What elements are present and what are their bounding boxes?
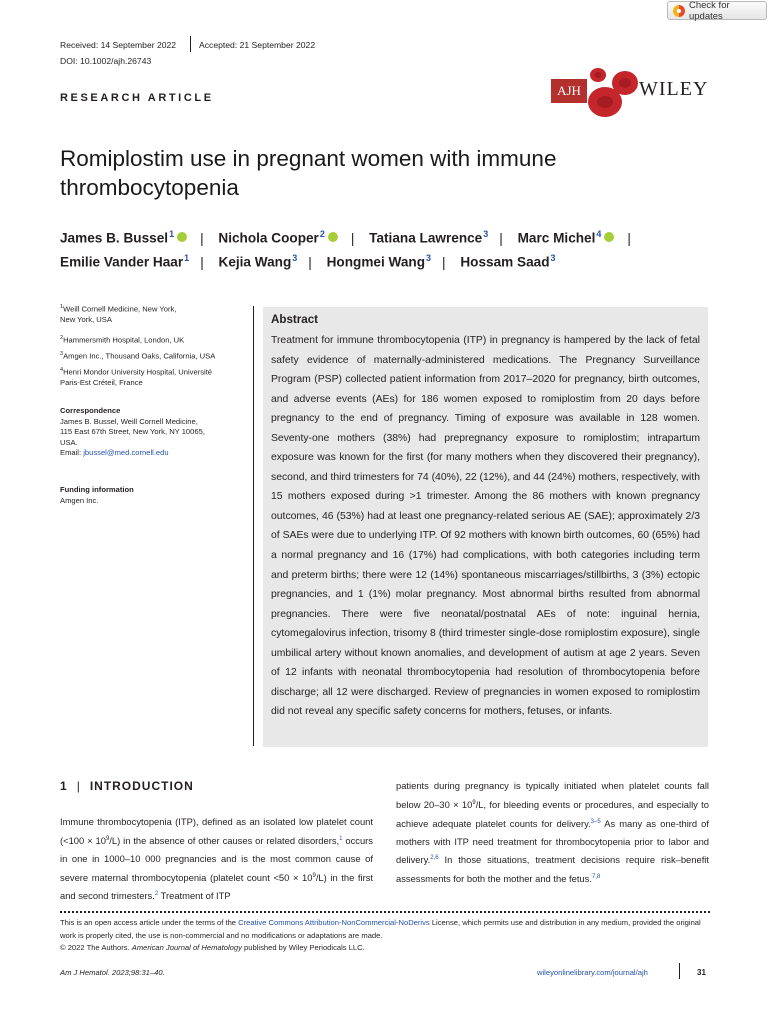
author-affiliation: 2 [319,229,325,239]
author-affiliation: 3 [292,253,298,263]
footer-citation: Am J Hematol. 2023;98:31–40. [60,968,165,977]
citation-link[interactable]: 1 [339,835,343,842]
orcid-icon[interactable] [328,232,338,242]
article-title [60,144,640,202]
sidebar-divider [253,306,254,746]
license-link[interactable]: Creative Commons Attribution-NonCommercial-NoDerivs [238,918,430,927]
funding-text: Amgen Inc. [60,495,99,505]
intro-column-right: patients during pregnancy is typically initiated when platelet counts fall below $20-30 \times 10^9/L$, for bleeding events or procedures, and especially to achieve adequate platelet counts for delivery.$^{3-5}$ As many as one-third of mothers with ITP need treatment for thrombocytopenia prior to labor and delivery.$^{2,6}$ In those situations, treatment decisions require risk–benefit assessments for both the mother and the fetus.$^{7,8}$ [396,780,709,885]
footer-divider [679,963,680,979]
check-updates-icon [673,5,685,17]
author-affiliation: 3 [550,253,556,263]
author-affiliation: 3 [426,253,432,263]
author-name[interactable]: Hossam Saad [460,254,550,270]
title-line-2: thrombocytopenia [60,175,239,200]
correspondence: Correspondence James B. Bussel, Weill Cornell Medicine, 115 East 67th Street, New York, NY 10065, USA. Email: jbussel@med.cornell.edu [60,406,250,459]
journal-logo: AJH [551,79,587,103]
author-affiliation: 1 [184,253,190,263]
author-line-2: Emilie Vander Haar$^1$ | Kejia Wang$^3$ | Hongmei Wang$^3$ | Hossam Saad$^3$ [60,253,556,270]
author-affiliation: 4 [596,229,602,239]
license-divider [60,911,710,913]
publisher-logo: WILEY [639,78,709,100]
author-affiliation: 1 [169,229,175,239]
orcid-icon[interactable] [604,232,614,242]
article-type: RESEARCH ARTICLE [60,92,214,104]
author-name[interactable]: Hongmei Wang [326,254,426,270]
author-name[interactable]: Kejia Wang [218,254,292,270]
correspondence-heading: Correspondence [60,406,121,415]
author-name[interactable]: James B. Bussel [60,230,169,246]
funding-heading: Funding information [60,485,134,494]
accepted-date: Accepted: 21 September 2022 [199,40,316,50]
intro-column-left: Immune thrombocytopenia (ITP), defined as an isolated low platelet count $(<100 \times 10^9/L)$ in the absence of other causes or related disorders,$^1$ occurs in one in 1000–10 000 pregnancies and is the most common cause of severe maternal thrombocytopenia (platelet count $<50 \times 10^9/L$) in the first and second trimesters.$^2$ Treatment of ITP [60,816,373,902]
citation-link[interactable]: 2 [154,891,159,898]
affiliation-1: $^1$Weill Cornell Medicine, New York, New York, USA [60,304,177,325]
check-for-updates-label: Check for updates [688,0,730,22]
license-text: This is an open access article under the terms of the Creative Commons Attribution-NonCommercial-NoDerivs License, which permits use and distribution in any medium, provided the original work is properly cited, the use is non-commercial and no modifications or adaptations are made. © 2022 The Authors. American Journal of Hematology published by Wiley Periodicals LLC. [60,918,701,953]
author-name[interactable]: Tatiana Lawrence [369,230,483,246]
author-name[interactable]: Marc Michel [517,230,596,246]
email-link[interactable]: jbussel@med.cornell.edu [83,448,169,458]
funding-info [60,485,250,506]
citation-link[interactable]: 2,6 [430,855,439,862]
abstract-text: Treatment for immune thrombocytopenia (ITP) in pregnancy is hampered by the lack of fetal safety evidence of maternally-administered medications. The Pregnancy Surveillance Program (PSP) collected patient information from 2017–2020 for pregnancy, birth outcomes, and adverse events (AEs) for 186 women exposed to romiplostim from 20 days before pregnancy to the end of pregnancy. Timing of exposure was available in 128 women. Seventy-one mothers (38%) had prepregnancy exposure to romiplostim; intrapartum exposure was known for the first (for many mothers when they discovered their pregnancy), second, and third trimesters for 74 (40%), 22 (12%), and 44 (24%) mothers, respectively, with 15 mothers exposed during >1 trimester. Among the 86 mothers with known pregnancy outcomes, 46 (53%) had at least one pregnancy-related serious AE (SAE); approximately 2/3 of SAEs were due to underlying ITP. Of 92 mothers with known birth outcomes, 60 (65%) had a normal pregnancy and 16 (17%) had complications, with both categories including term and preterm births; there were 12 (14%) spontaneous miscarriages/stillbirths, 3 (3%) ectopic pregnancies, and 1 (1%) molar pregnancy. Most abnormal births resulted from abnormal pregnancies. There were five neonatal/postnatal AEs of note: inguinal hernia, cytomegalovirus infection, trisomy 8 (third trimester single-dose romiplostim exposure), single umbilical artery without known anomalies, and development of autism at age 2 years. Seven of 12 infants with neonatal thrombocytopenia had resolution of thrombocytopenia before discharge; all 12 were discharged. Review of pregnancies in women exposed to romiplostim did not reveal any specific safety concerns for mothers, fetuses, or infants. [271,335,700,718]
author-affiliation: 3 [483,229,489,239]
author-name[interactable]: Nichola Cooper [218,230,319,246]
title-line-1: Romiplostim use in pregnant women with immune [60,146,557,171]
citation-link[interactable]: 3–5 [590,818,601,825]
affiliation-3: $^3$Amgen Inc., Thousand Oaks, California, USA [60,351,216,361]
affiliation-2: $^2$Hammersmith Hospital, London, UK [60,335,185,345]
orcid-icon[interactable] [177,232,187,242]
received-date: Received: 14 September 2022 [60,40,177,50]
page-number: 31 [697,968,706,977]
author-name[interactable]: Emilie Vander Haar [60,254,184,270]
citation-link[interactable]: 7,8 [591,874,601,881]
header-divider [190,36,191,52]
section-heading: 1 | INTRODUCTION [60,779,194,793]
affiliation-4: $^4$Henri Mondor University Hospital, Université Paris-Est Créteil, France [60,367,213,388]
author-line-1: James B. Bussel$^1$ | Nichola Cooper$^2$ | Tatiana Lawrence$^3$ | Marc Michel$^4$ | [60,229,631,246]
abstract-heading: Abstract [271,313,319,326]
footer-journal-link[interactable]: wileyonlinelibrary.com/journal/ajh [537,968,648,977]
blood-cells-logo [583,64,641,122]
check-for-updates-button[interactable] [667,1,767,20]
doi: DOI: 10.1002/ajh.26743 [60,56,152,66]
